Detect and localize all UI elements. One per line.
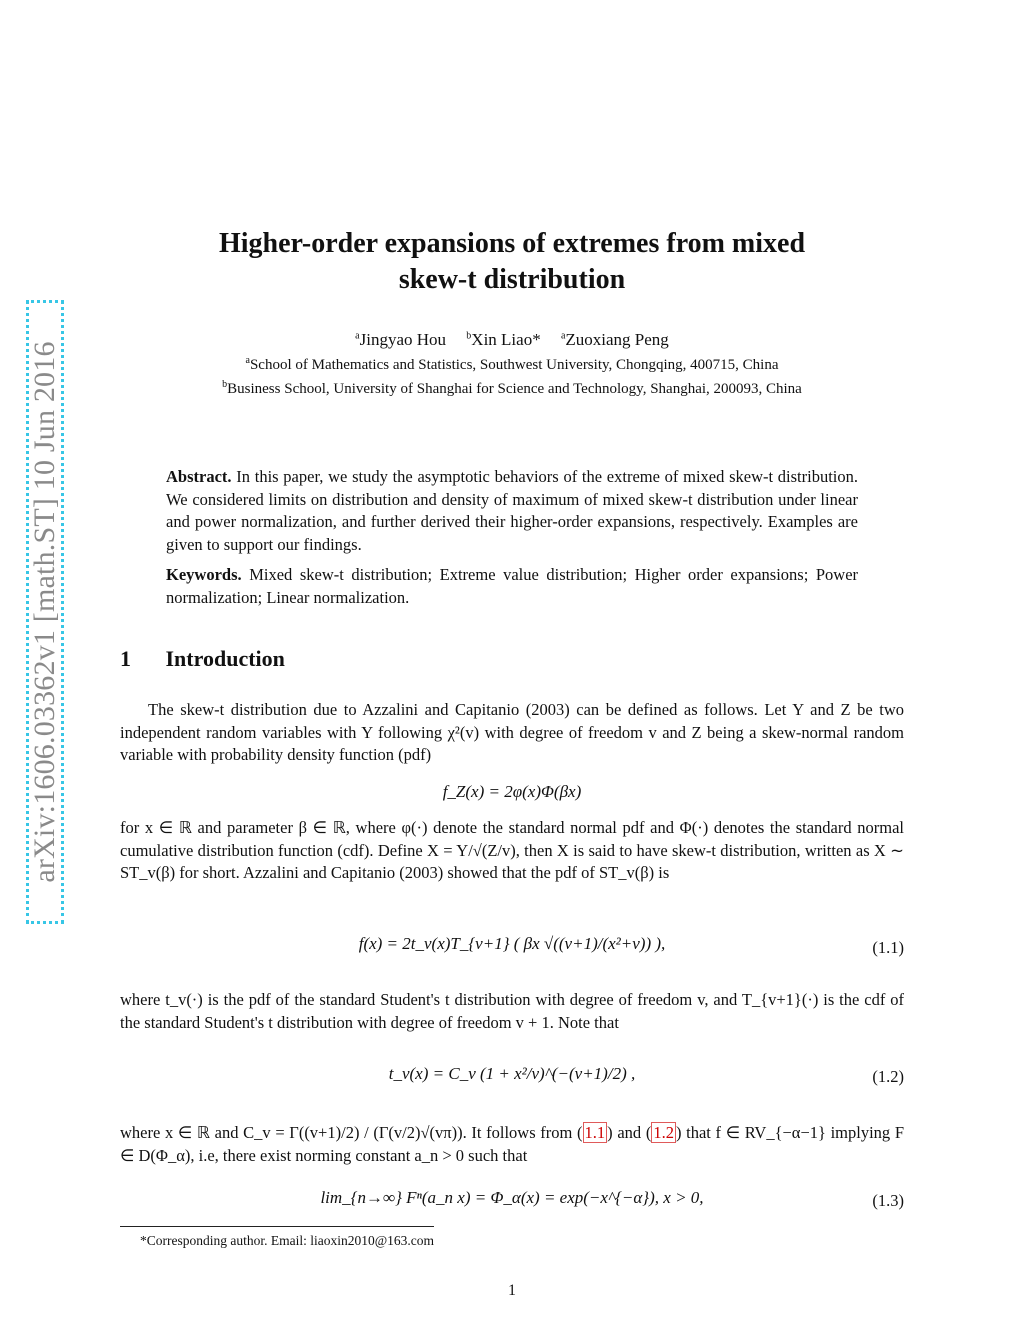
affiliation-a: $^a$School of Mathematics and Statistics, Southwest University, Chongqing, 400715, China — [245, 355, 779, 373]
para4-part-b: and — [617, 1123, 642, 1142]
equation-number-1-2: (1.2) — [872, 1067, 904, 1086]
para4-part-a: where x ∈ ℝ and C_v = Γ((v+1)/2) / (Γ(v/2)√(vπ)). It follows from — [120, 1123, 573, 1142]
keywords-text: Mixed skew-t distribution; Extreme value distribution; Higher order expansions; Power normalization; Linear normalization. — [166, 565, 859, 607]
section-number: 1 — [120, 646, 131, 671]
author-3: $^a$Zuoxiang Peng — [560, 330, 669, 349]
equation-number-1-3: (1.3) — [872, 1191, 904, 1210]
arxiv-stamp — [26, 300, 64, 924]
footnote-rule — [120, 1226, 434, 1227]
intro-paragraph-3: where t_v(·) is the pdf of the standard Student's t distribution with degree of freedom v, and T_{v+1}(·) is the cdf of the standard Student's t distribution with degree of freedom v + 1. Note that — [120, 990, 904, 1032]
ref-eq-1-2[interactable]: 1.2 — [653, 1123, 674, 1142]
abstract-label: Abstract. — [166, 467, 232, 486]
intro-paragraph-1: The skew-t distribution due to Azzalini and Capitanio (2003) can be defined as follows. Let Y and Z be two independent random variables with Y following χ²(v) with degree of freedom v and Z being a skew-normal random variable with probability density function (pdf) — [120, 700, 904, 764]
section-heading — [120, 646, 285, 672]
abstract — [166, 466, 858, 556]
intro-paragraph-2: for x ∈ ℝ and parameter β ∈ ℝ, where φ(·) denote the standard normal pdf and Φ(·) denotes the standard normal cumulative distribution function (cdf). Define X = Y/√(Z/v), then X is said to have skew-t distribution, written as X ∼ ST_v(β) for short. Azzalini and Capitanio (2003) showed that the pdf of ST_v(β) is — [120, 818, 904, 882]
title-line-2: skew-t distribution — [398, 264, 626, 295]
para4-part-c: that f ∈ RV_{−α−1} implying F ∈ D(Φ_α), i.e, there exist norming constant a_n > 0 such that — [120, 1123, 905, 1165]
section-title: Introduction — [165, 646, 285, 671]
keywords-label: Keywords. — [166, 565, 242, 584]
ref-eq-1-1[interactable]: 1.1 — [584, 1123, 606, 1142]
arxiv-identifier: arXiv:1606.03362v1 [math.ST] 10 Jun 2016 — [28, 341, 61, 883]
equation-1-2: t_v(x) = C_v (1 + x²/v)^(−(v+1)/2) , — [388, 1064, 636, 1083]
paper-title — [120, 226, 904, 298]
author-list — [120, 330, 904, 350]
author-1: $^a$Jingyao Hou — [355, 330, 447, 349]
equation-number-1-1: (1.1) — [872, 938, 904, 957]
intro-paragraph-4: where x ∈ ℝ and C_v = Γ((v+1)/2) / (Γ(v/2)√(vπ)). It follows from ( 1.1 ) and ( 1.2 ) that f ∈ RV_{−α−1} implying F ∈ D(Φ_α), i.e, there exist norming constant a_n > 0 such that — [120, 1123, 905, 1165]
affiliation-b: $^b$Business School, University of Shanghai for Science and Technology, Shanghai, 200093, China — [222, 379, 802, 397]
keywords — [166, 564, 858, 609]
equation-fz: f_Z(x) = 2φ(x)Φ(βx) — [442, 782, 582, 801]
abstract-text: In this paper, we study the asymptotic behaviors of the extreme of mixed skew-t distribution. We considered limits on distribution and density of maximum of mixed skew-t distribution under linear and power normalization, and further derived their higher-order expansions, respectively. Examples are given to support our findings. — [166, 467, 859, 554]
author-2: $^b$Xin Liao* — [466, 330, 541, 349]
title-line-1: Higher-order expansions of extremes from mixed — [218, 228, 806, 259]
page-number: 1 — [508, 1282, 516, 1299]
footnote: *Corresponding author. Email: liaoxin2010@163.com — [140, 1233, 435, 1248]
equation-1-3: lim_{n→∞} Fⁿ(a_n x) = Φ_α(x) = exp(−x^{−α}), x > 0, — [320, 1188, 704, 1207]
equation-1-1: f(x) = 2t_v(x)T_{v+1} ( βx √((v+1)/(x²+v)) ), — [358, 934, 666, 953]
